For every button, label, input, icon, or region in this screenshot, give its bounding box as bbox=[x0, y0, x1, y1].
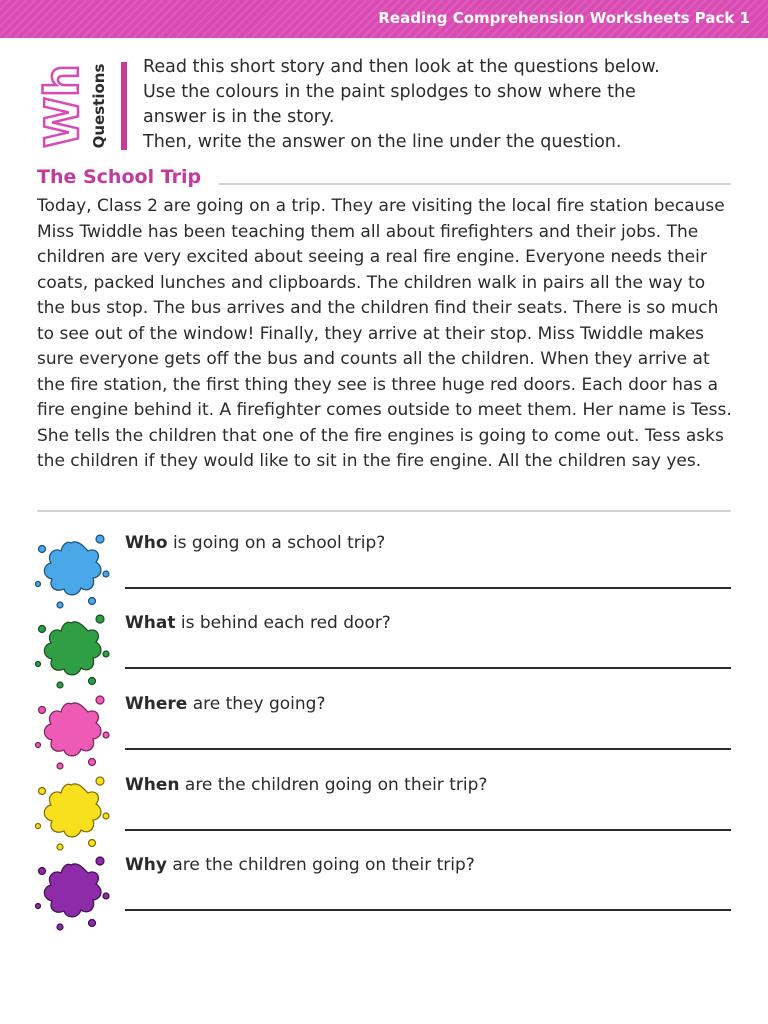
question-text bbox=[125, 533, 385, 553]
blue-paint-splodge-icon bbox=[30, 529, 112, 611]
question-why bbox=[30, 851, 740, 931]
instruction-line: Use the colours in the paint splodges to show where the bbox=[143, 82, 636, 102]
intro-accent-bar bbox=[121, 62, 127, 150]
answer-line[interactable] bbox=[125, 829, 731, 831]
question-who bbox=[30, 529, 740, 609]
pack-title: Reading Comprehension Worksheets Pack 1 bbox=[378, 9, 750, 27]
question-word: When bbox=[125, 775, 180, 795]
answer-line[interactable] bbox=[125, 748, 731, 750]
answer-line[interactable] bbox=[125, 909, 731, 911]
header-banner bbox=[0, 0, 768, 38]
question-rest: is behind each red door? bbox=[175, 613, 391, 633]
question-rest: is going on a school trip? bbox=[167, 533, 386, 553]
instruction-line: Then, write the answer on the line under the question. bbox=[143, 132, 622, 152]
story-divider bbox=[37, 510, 731, 512]
question-where bbox=[30, 690, 740, 770]
question-text bbox=[125, 613, 391, 633]
yellow-paint-splodge-icon bbox=[30, 771, 112, 853]
question-word: Why bbox=[125, 855, 167, 875]
question-when bbox=[30, 771, 740, 851]
question-text bbox=[125, 694, 325, 714]
question-rest: are the children going on their trip? bbox=[166, 855, 475, 875]
question-rest: are the children going on their trip? bbox=[179, 775, 488, 795]
question-text bbox=[125, 855, 475, 875]
green-paint-splodge-icon bbox=[30, 609, 112, 691]
wh-questions-logo-icon bbox=[34, 56, 110, 154]
title-divider bbox=[219, 183, 731, 185]
question-word: Who bbox=[125, 533, 168, 553]
question-text bbox=[125, 775, 487, 795]
answer-line[interactable] bbox=[125, 667, 731, 669]
purple-paint-splodge-icon bbox=[30, 851, 112, 933]
pink-paint-splodge-icon bbox=[30, 690, 112, 772]
question-what bbox=[30, 609, 740, 689]
question-word: Where bbox=[125, 694, 188, 714]
question-rest: are they going? bbox=[187, 694, 326, 714]
answer-line[interactable] bbox=[125, 587, 731, 589]
questions-text: Questions bbox=[90, 63, 108, 149]
story-text: Today, Class 2 are going on a trip. They are visiting the local fire station because Miss Twiddle has been teaching them all about firefighters and their jobs. The children are very excited about seeing a real fire engine. Everyone needs their coats, packed lunches and clipboards. The children walk in pairs all the way to the bus stop. The bus arrives and the children find their seats. There is so much to see out of the window! Finally, they arrive at their stop. Miss Twiddle makes sure everyone gets off the bus and counts all the children. When they arrive at the fire station, the first thing they see is three huge red doors. Each door has a fire engine behind it. A firefighter comes outside to meet them. Her name is Tess. She tells the children that one of the fire engines is going to come out. Tess asks the children if they would like to sit in the fire engine. All the children say yes. bbox=[37, 196, 732, 471]
question-word: What bbox=[125, 613, 176, 633]
story-title: The School Trip bbox=[37, 166, 202, 188]
instructions bbox=[143, 55, 743, 155]
wh-text: Wh bbox=[35, 64, 89, 148]
instruction-line: Read this short story and then look at the questions below. bbox=[143, 57, 660, 77]
instruction-line: answer is in the story. bbox=[143, 107, 335, 127]
